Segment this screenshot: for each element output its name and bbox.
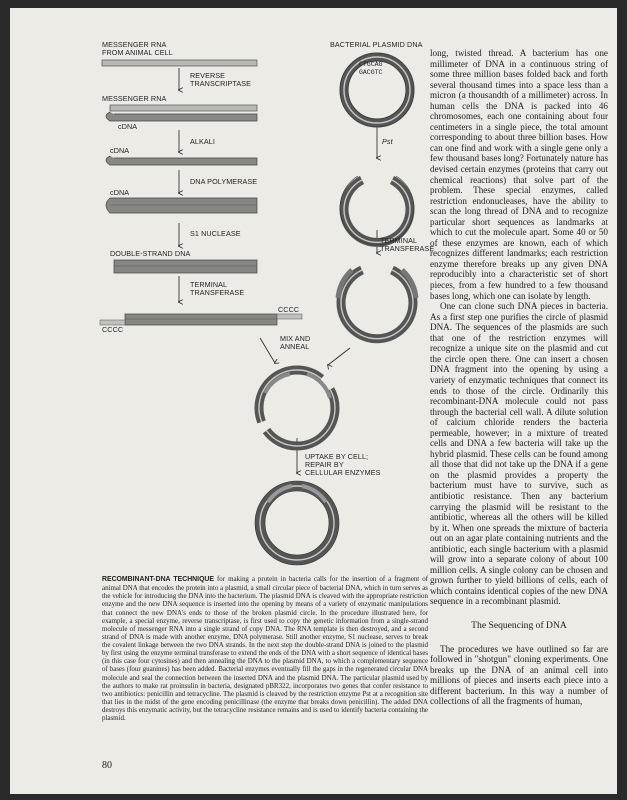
label-messenger-rna: MESSENGER RNA <box>102 94 167 103</box>
label-cdna-3: cDNA <box>110 188 130 197</box>
plasmid-circle <box>340 53 414 127</box>
label-pst: Pst <box>382 137 393 146</box>
label-dna-polymerase: DNA POLYMERASE <box>190 177 258 186</box>
label-reverse-transcriptase: REVERSE TRANSCRIPTASE <box>190 71 252 88</box>
label-cdna-2: cDNA <box>110 146 130 155</box>
figure-caption <box>102 575 428 722</box>
label-cdna-1: cDNA <box>118 122 138 131</box>
paragraph-3: The procedures we have outlined so far are followed in "shotgun" cloning experiments. One breaks up the DNA of an animal cell into millions of pieces and inserts each piece into a different bacterium. In this way a number of collections of all the fragments of human, <box>430 643 608 707</box>
label-terminal-transferase-left: TERMINAL TRANSFERASE <box>190 280 245 297</box>
caption-text: for making a protein in bacteria calls for the insertion of a fragment of animal DNA that encodes the protein into a plasmid, a small circular piece of bacterial DNA, which in turn serves as the vehicle for introducing the DNA into the bacterium. The plasmid DNA is cleaved with the appropriate restriction enzyme and the new DNA sequence is inserted into the opening by means of a variety of enzymatic manipulations that connect the new DNA's ends to those of the broken plasmid circle. In the procedure illustrated here, for example, a special enzyme, reverse transcriptase, is first used to copy the genetic information from a single-strand molecule of messenger RNA into a single strand of copy DNA. The RNA template is then destroyed, and a second strand of DNA is made with another enzyme, DNA polymerase. Still another enzyme, S1 nuclease, serves to break the covalent linkage between the two DNA strands. In the next step the double-strand DNA is joined to the plasmid by first using the enzyme terminal transferase to extend the ends of the DNA with a short sequence of identical bases (in this case four cytosines) and then annealing the DNA to the plasmid DNA, to which a complementary sequence of bases (four guanines) has been added. Bacterial enzymes eventually fill the gaps in the regenerated circular DNA molecule and seal the connection between the inserted DNA and the plasmid DNA. The particular plasmid used by the authors to make rat proinsulin in bacteria, designated pBR322, incorporates two genes that confer resistance to two antibiotics: penicillin and tetracycline. The plasmid is cleaved by the restriction enzyme Pst at a recognition site that lies in the midst of the gene encoding penicillinase (the enzyme that breaks down penicillin). The added DNA destroys this enzymatic activity, but the tetracycline resistance remains and is used to identify bacteria containing the plasmid. <box>102 575 428 723</box>
label-mrna-from-cell: MESSENGER RNA FROM ANIMAL CELL <box>102 40 173 57</box>
label-double-strand-dna: DOUBLE-STRAND DNA <box>110 249 191 258</box>
arrow-mix-left <box>260 338 275 363</box>
label-terminal-transferase-right: TERMINAL TRANSFERASE <box>380 236 435 253</box>
label-alkali: ALKALI <box>190 137 215 146</box>
plasmid-seq-bottom: GACGTC <box>359 69 383 76</box>
paragraph-2: One can clone such DNA pieces in bacteria. As a first step one purifies the circle of plasmid DNA. The sequences of the plasmids are such that one of the restriction enzymes will recognize a unique site on the plasmid and cut the circle open there. One can insert a chosen DNA fragment into the opening by using a variety of enzymatic techniques that connect its ends to those of the circle. Ordinarily this recombinant-DNA molecule could not pass through the bacterial cell wall. A dilute solution of calcium chloride renders the bacteria permeable, however; in a mixture of treated cells and DNA a few bacteria will take up the hybrid plasmid. These cells can be found among all those that did not take up the DNA if a gene on the plasmid provides a property the bacterium must have to survive, such as antibiotic resistance. Then any bacterium carrying the plasmid will be resistant to the antibiotic, whereas all the others will be killed by it. When one spreads the mixture of bacteria out on an agar plate containing nutrients and the antibiotic, each single bacterium with a plasmid will grow into a separate colony of about 100 million cells. A single colony can be chosen and grown further to yield billions of cells, each of which contains identical copies of the new DNA sequence in a recombinant plasmid. <box>430 301 608 607</box>
annealed-hybrid <box>259 370 335 446</box>
label-mix-and-anneal: MIX AND ANNEAL <box>280 334 311 351</box>
label-s1-nuclease: S1 NUCLEASE <box>190 229 241 238</box>
label-cccc-left: CCCC <box>102 325 124 334</box>
journal-page <box>10 8 617 794</box>
page-number: 80 <box>102 760 112 771</box>
body-text <box>430 48 608 707</box>
arrow-mix-right <box>328 348 350 365</box>
section-heading: The Sequencing of DNA <box>471 619 567 631</box>
label-cccc-right: CCCC <box>278 305 300 314</box>
paragraph-1: long, twisted thread. A bacterium has one millimeter of DNA in a continuous string of some three million bases folded back and forth several thousand times into a space less than a micron (a thousandth of a millimeter) across. In human cells the DNA is packed into 46 chromosomes, each one containing about four centimeters in a single piece, the total amount corresponding to about three billion bases. How can one find and work with a single gene only a few thousand bases long? Fortunately nature has devised certain enzymes (proteins that carry out chemical reactions) that solve part of the problem. These special enzymes, called restriction endonucleases, have the ability to scan the long thread of DNA and to recognize particular short sequences as landmarks at which to cut the molecule apart. Some 40 or 50 of these enzymes are known, each of which recognizes different landmarks; each restriction enzyme therefore breaks up any given DNA reproducibly into a characteristic set of short pieces, from a few hundred to a few thousand bases long, which one can isolate by length. <box>430 48 608 301</box>
label-bacterial-plasmid-dna: BACTERIAL PLASMID DNA <box>330 40 423 49</box>
label-uptake: UPTAKE BY CELL; REPAIR BY CELLULAR ENZYMES <box>305 452 381 477</box>
recombinant-plasmid <box>255 481 339 565</box>
plasmid-seq-top: CTGCAG <box>359 61 383 68</box>
caption-title: RECOMBINANT-DNA TECHNIQUE <box>102 576 215 583</box>
tailed-plasmid <box>338 270 416 339</box>
